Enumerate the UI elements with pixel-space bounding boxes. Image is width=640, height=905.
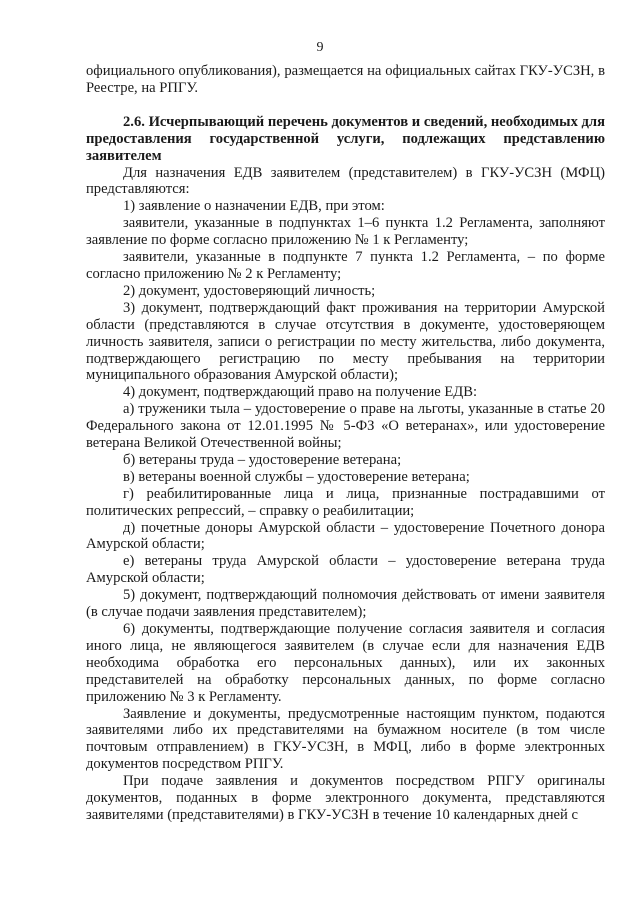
list-item: 4) документ, подтверждающий право на получение ЕДВ: (123, 384, 478, 401)
paragraph: Заявление и документы, предусмотренные настоящим пунктом, подаются заявителями либо их представителями на бумажном носителе (в том числе почтовым отправлением) в ГКУ-УСЗН, в МФЦ, либо в форме электронных документов посредством РПГУ. (86, 705, 605, 773)
page-number: 9 (316, 40, 324, 55)
list-item: 5) документ, подтверждающий полномочия действовать от имени заявителя (в случае подачи заявления представителем); (86, 587, 605, 621)
sub-list-item: д) почетные доноры Амурской области – удостоверение Почетного донора Амурской области; (86, 519, 605, 553)
list-item: 2) документ, удостоверяющий личность; (123, 282, 376, 299)
list-item: 1) заявление о назначении ЕДВ, при этом: (123, 198, 385, 215)
sub-list-item: в) ветераны военной службы – удостоверение ветерана; (123, 468, 470, 485)
list-item: 3) документ, подтверждающий факт проживания на территории Амурской области (представляются в случае отсутствия в документе, удостоверяющем личность заявителя, записи о регистрации по месту жительства, либо документа, подтверждающего регистрацию по месту пребывания на территории муниципального образования Амурской области); (86, 299, 605, 384)
sub-list-item: г) реабилитированные лица и лица, признанные пострадавшими от политических репрессий, – справку о реабилитации; (86, 485, 605, 519)
sub-list-item: а) труженики тыла – удостоверение о праве на льготы, указанные в статье 20 Федерального закона от 12.01.1995 № 5-ФЗ «О ветеранах», или удостоверение ветерана Великой Отечественной войны; (86, 401, 605, 452)
paragraph: При подаче заявления и документов посредством РПГУ оригиналы документов, поданных в форме электронного документа, представляются заявителями (представителями) в ГКУ-УСЗН в течение 10 календарных дней с (86, 773, 605, 823)
paragraph: Для назначения ЕДВ заявителем (представителем) в ГКУ-УСЗН (МФЦ) представляются: (86, 164, 605, 198)
list-item: 6) документы, подтверждающие получение согласия заявителя и согласия иного лица, не являющегося заявителем (в случае если для назначения ЕДВ необходима обработка его персональных данных), или их законных представителей на обработку персональных данных, по форме согласно приложению № 3 к Регламенту. (86, 621, 605, 705)
paragraph-continuation: официального опубликования), размещается на официальных сайтах ГКУ-УСЗН, в Реестре, на РПГУ. (86, 63, 605, 96)
paragraph: заявители, указанные в подпунктах 1–6 пункта 1.2 Регламента, заполняют заявление по форме согласно приложению № 1 к Регламенту; (86, 215, 605, 249)
sub-list-item: е) ветераны труда Амурской области – удостоверение ветерана труда Амурской области; (86, 553, 605, 587)
document-body (86, 63, 605, 824)
paragraph: заявители, указанные в подпункте 7 пункта 1.2 Регламента, – по форме согласно приложению № 2 к Регламенту; (86, 249, 605, 282)
sub-list-item: б) ветераны труда – удостоверение ветерана; (123, 451, 402, 468)
section-heading: 2.6. Исчерпывающий перечень документов и сведений, необходимых для предоставления государственной услуги, подлежащих представлению заявителем (86, 113, 605, 164)
